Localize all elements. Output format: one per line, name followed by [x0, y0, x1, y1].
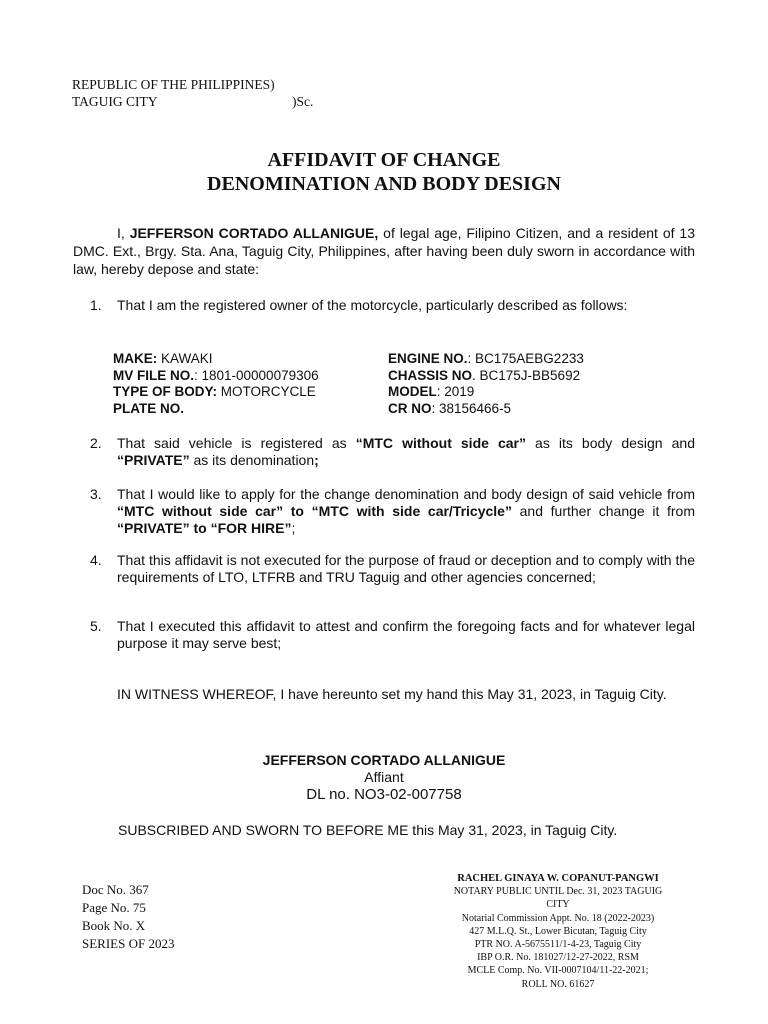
vehicle-details-left: [113, 351, 319, 417]
text-segment-bold: “MTC without side car” to “MTC with side car/Tricycle”: [117, 503, 512, 519]
list-item-text: That I am the registered owner of the motorcycle, particularly described as follows:: [117, 297, 628, 313]
list-item-number: 2.: [90, 435, 102, 451]
body-type-label: TYPE OF BODY:: [113, 384, 218, 399]
affiant-name-intro: JEFFERSON CORTADO ALLANIGUE,: [129, 225, 379, 241]
venue-line-2: [72, 93, 314, 110]
notary-line: ROLL NO. 61627: [521, 978, 595, 990]
document-title: [0, 148, 768, 196]
notary-line: PTR NO. A-5675511/1-4-23, Taguig City: [474, 939, 642, 951]
body-type-value: MOTORCYCLE: [217, 384, 316, 399]
list-item-text: [117, 486, 695, 537]
notary-name: RACHEL GINAYA W. COPANUT-PANGWI: [457, 873, 659, 884]
text-segment: as its denomination: [189, 452, 315, 468]
engine-row: [388, 351, 584, 368]
list-item-number: 5.: [90, 618, 102, 634]
notary-line: MCLE Comp. No. VII-0007104/11-22-2021;: [467, 965, 649, 977]
notary-line: IBP O.R. No. 181027/12-27-2022, RSM: [477, 952, 639, 964]
affiant-role: Affiant: [364, 769, 404, 785]
chassis-label: CHASSIS NO: [388, 367, 473, 383]
list-item-number: 1.: [90, 297, 102, 313]
series-year: SERIES OF 2023: [82, 936, 175, 951]
list-item-3: [90, 486, 695, 537]
doc-number: Doc No. 367: [82, 882, 149, 897]
mvfile-row: [113, 368, 319, 385]
notary-line: Notarial Commission Appt. No. 18 (2022-2023): [461, 912, 655, 924]
text-segment: That said vehicle is registered as: [117, 435, 356, 451]
text-segment: and further change it from: [511, 503, 695, 519]
venue-block: [72, 76, 314, 110]
text-segment-bold: “MTC without side car”: [355, 435, 526, 451]
model-row: [388, 384, 584, 401]
list-item-text: [117, 435, 695, 469]
engine-value: : BC175AEBG2233: [467, 351, 584, 366]
mvfile-label: MV FILE NO.: [113, 367, 194, 383]
notary-line: CITY: [546, 899, 570, 911]
notary-block: [433, 872, 683, 991]
plate-label: PLATE NO.: [113, 400, 185, 416]
text-segment: as its body design and: [525, 435, 695, 451]
mvfile-value: : 1801-00000079306: [194, 367, 319, 383]
affiant-block: [0, 752, 768, 803]
intro-pre: I,: [117, 225, 130, 241]
list-item-text: That I executed this affidavit to attest and confirm the foregoing facts and for whatever legal purpose it may serve best;: [117, 618, 695, 651]
list-item-5: [90, 618, 695, 652]
witness-paragraph: IN WITNESS WHEREOF, I have hereunto set my hand this May 31, 2023, in Taguig City.: [117, 686, 667, 702]
model-value: : 2019: [436, 384, 475, 399]
vehicle-details-right: [388, 351, 584, 417]
list-item-1: [90, 297, 695, 314]
plate-row: [113, 401, 319, 418]
make-label: MAKE:: [113, 351, 158, 366]
cr-label: CR NO: [388, 400, 432, 416]
list-item-4: [90, 552, 695, 586]
make-value: KAWAKI: [157, 351, 213, 366]
cr-row: [388, 401, 584, 418]
text-segment: That I would like to apply for the change denomination and body design of said vehicle from: [117, 486, 695, 502]
affiant-name: JEFFERSON CORTADO ALLANIGUE: [262, 752, 506, 768]
list-item-number: 4.: [90, 552, 102, 568]
list-item-2: [90, 435, 695, 469]
intro-post: of legal age, Filipino Citizen, and a resident of 13 DMC. Ext., Brgy. Sta. Ana, Taguig City, Philippines, after having been duly sworn in accordance with law, hereby depose and state:: [73, 225, 695, 277]
body-type-row: [113, 384, 319, 401]
chassis-row: [388, 368, 584, 385]
intro-paragraph: [73, 224, 695, 278]
list-item-text: That this affidavit is not executed for the purpose of fraud or deception and to comply with the requirements of LTO, LTFRB and TRU Taguig and other agencies concerned;: [117, 552, 695, 585]
venue-city: TAGUIG CITY: [72, 94, 158, 109]
book-number: Book No. X: [82, 918, 146, 933]
title-line-1: AFFIDAVIT OF CHANGE: [267, 149, 501, 171]
venue-line-1: REPUBLIC OF THE PHILIPPINES): [72, 77, 275, 92]
text-segment-bold: “PRIVATE” to “FOR HIRE”: [117, 520, 292, 536]
notary-line: 427 M.L.Q. St., Lower Bicutan, Taguig City: [469, 925, 647, 937]
text-segment-bold: “PRIVATE”: [117, 452, 190, 468]
affiant-dl: DL no. NO3-02-007758: [306, 786, 462, 803]
cr-value: : 38156466-5: [431, 400, 512, 416]
text-segment: ;: [291, 520, 296, 536]
title-line-2: DENOMINATION AND BODY DESIGN: [207, 173, 561, 195]
make-row: [113, 351, 319, 368]
chassis-value: . BC175J-BB5692: [472, 367, 581, 383]
notarial-register: [82, 881, 174, 953]
text-segment-bold: ;: [314, 452, 319, 468]
jurat-statement: SUBSCRIBED AND SWORN TO BEFORE ME this May 31, 2023, in Taguig City.: [118, 822, 618, 838]
model-label: MODEL: [388, 384, 437, 399]
list-item-number: 3.: [90, 486, 102, 502]
venue-sc: )Sc.: [292, 94, 314, 109]
notary-line: NOTARY PUBLIC UNTIL Dec. 31, 2023 TAGUIG: [453, 886, 663, 898]
page-number: Page No. 75: [82, 900, 146, 915]
engine-label: ENGINE NO.: [388, 351, 468, 366]
